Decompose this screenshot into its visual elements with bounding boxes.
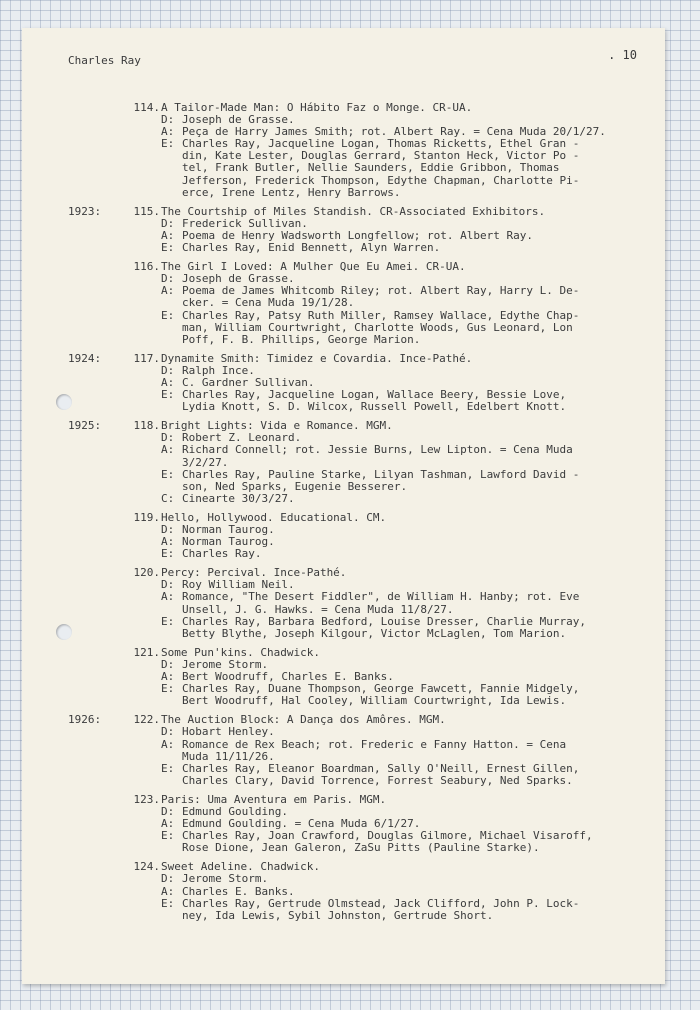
credit-text: Hobart Henley. (182, 725, 275, 739)
credit-code: A: (161, 884, 175, 898)
credit-field (161, 616, 647, 640)
credit-field (161, 683, 647, 707)
credit-field (161, 138, 647, 198)
credit-text: Charles Ray, Enid Bennett, Alyn Warren. (182, 241, 441, 255)
credit-code: A: (161, 375, 175, 389)
film-title: The Auction Block: A Dança dos Amôres. MGM. (161, 713, 446, 727)
credit-code: E: (161, 547, 175, 561)
credit-code: E: (161, 614, 175, 628)
credit-text: Joseph de Grasse. (182, 272, 295, 286)
entry-number: 122. (133, 713, 160, 727)
credit-text: Poff, F. B. Phillips, George Marion. (182, 332, 421, 346)
credit-text: Charles Ray, Jacqueline Logan, Wallace Beery, Bessie Love, (182, 388, 567, 402)
entry-number: 124. (133, 860, 160, 874)
credit-field (161, 469, 647, 493)
credit-text: Muda 11/11/26. (182, 749, 275, 763)
credit-text: Ralph Ince. (182, 363, 255, 377)
credit-field (161, 886, 647, 898)
film-title: The Girl I Loved: A Mulher Que Eu Amei. CR-UA. (161, 260, 466, 274)
film-title: Paris: Uma Aventura em Paris. MGM. (161, 792, 387, 806)
film-entry (68, 512, 647, 560)
entry-number: 115. (133, 204, 160, 218)
credit-code: D: (161, 363, 175, 377)
film-title: Dynamite Smith: Timidez e Covardia. Ince-Pathé. (161, 351, 473, 365)
credit-code: E: (161, 388, 175, 402)
credit-text: Lydia Knott, S. D. Wilcox, Russell Powell, Edelbert Knott. (182, 400, 567, 414)
credit-code: E: (161, 467, 175, 481)
film-entry (68, 567, 647, 640)
credit-text: ney, Ida Lewis, Sybil Johnston, Gertrude Short. (182, 908, 494, 922)
credit-text: Romance de Rex Beach; rot. Frederic e Fanny Hatton. = Cena (182, 737, 567, 751)
credit-text: Norman Taurog. (182, 523, 275, 536)
credit-text: man, William Courtwright, Charlotte Woods, Gus Leonard, Lon (182, 320, 573, 334)
entry-number: 121. (133, 645, 160, 659)
credit-text: Frederick Sullivan. (182, 216, 308, 230)
entry-number: 120. (133, 566, 160, 580)
credit-text: Norman Taurog. (182, 535, 275, 549)
credit-text: Charles Ray. (182, 547, 262, 561)
credit-text: Charles E. Banks. (182, 884, 295, 898)
credit-field (161, 444, 647, 468)
credit-text: Charles Ray, Duane Thompson, George Fawcett, Fannie Midgely, (182, 682, 580, 696)
film-entry (68, 261, 647, 346)
credit-text: Peça de Harry James Smith; rot. Albert Ray. = Cena Muda 20/1/27. (182, 125, 606, 139)
credit-code: D: (161, 523, 175, 536)
credit-text: erce, Irene Lentz, Henry Barrows. (182, 185, 401, 199)
credit-code: A: (161, 125, 175, 139)
entry-number: 114. (133, 101, 160, 114)
credit-text: Bert Woodruff, Hal Cooley, William Courtwright, Ida Lewis. (182, 694, 567, 708)
credit-field (161, 726, 647, 738)
credit-code: A: (161, 737, 175, 751)
credit-text: Romance, "The Desert Fiddler", de William H. Hanby; rot. Eve (182, 590, 580, 604)
film-title: A Tailor-Made Man: O Hábito Faz o Monge. CR-UA. (161, 101, 473, 114)
credit-text: Edmund Goulding. (182, 804, 288, 818)
film-title: Percy: Percival. Ince-Pathé. (161, 566, 347, 580)
entry-number: 118. (133, 419, 160, 433)
credit-code: A: (161, 590, 175, 604)
credit-code: E: (161, 682, 175, 696)
credit-text: cker. = Cena Muda 19/1/28. (182, 296, 355, 310)
credit-text: Edmund Goulding. = Cena Muda 6/1/27. (182, 817, 421, 831)
credit-code: A: (161, 284, 175, 298)
credit-field (161, 763, 647, 787)
credit-code: A: (161, 443, 175, 457)
credit-text: Charles Ray, Pauline Starke, Lilyan Tashman, Lawford David - (182, 467, 580, 481)
credit-code: E: (161, 308, 175, 322)
entry-number: 116. (133, 260, 160, 274)
credit-text: C. Gardner Sullivan. (182, 375, 315, 389)
credit-code: A: (161, 817, 175, 831)
entry-number: 123. (133, 792, 160, 806)
credit-text: Rose Dione, Jean Galeron, ZaSu Pitts (Pauline Starke). (182, 841, 540, 855)
credit-field (161, 242, 647, 254)
film-entry (68, 647, 647, 707)
credit-text: son, Ned Sparks, Eugenie Besserer. (182, 479, 408, 493)
credit-code: D: (161, 216, 175, 230)
credit-code: D: (161, 804, 175, 818)
credit-text: din, Kate Lester, Douglas Gerrard, Stanton Heck, Victor Po - (182, 149, 580, 163)
credit-text: Poema de Henry Wadsworth Longfellow; rot. Albert Ray. (182, 228, 533, 242)
credit-text: Charles Ray, Barbara Bedford, Louise Dresser, Charlie Murray, (182, 614, 586, 628)
credit-text: 3/2/27. (182, 455, 229, 469)
credit-text: Poema de James Whitcomb Riley; rot. Albert Ray, Harry L. De- (182, 284, 580, 298)
credit-field (161, 873, 647, 885)
credit-text: Jerome Storm. (182, 657, 269, 671)
film-title: Some Pun'kins. Chadwick. (161, 645, 320, 659)
credit-text: Richard Connell; rot. Jessie Burns, Lew Lipton. = Cena Muda (182, 443, 573, 457)
credit-code: E: (161, 896, 175, 910)
credit-text: Roy William Neil. (182, 578, 295, 592)
film-entry (68, 420, 647, 505)
credit-code: E: (161, 829, 175, 843)
entry-year: 1926: (68, 713, 102, 727)
credit-text: Cinearte 30/3/27. (182, 491, 295, 505)
credit-text: Charles Ray, Patsy Ruth Miller, Ramsey Wallace, Edythe Chap- (182, 308, 580, 322)
credit-code: A: (161, 228, 175, 242)
credit-field (161, 389, 647, 413)
credit-code: A: (161, 535, 175, 549)
header-name: Charles Ray (68, 54, 141, 67)
credit-field (161, 548, 647, 560)
credit-text: tel, Frank Butler, Nellie Saunders, Eddie Gribbon, Thomas (182, 161, 560, 175)
film-title: Sweet Adeline. Chadwick. (161, 860, 320, 874)
film-entry (68, 794, 647, 854)
film-title: The Courtship of Miles Standish. CR-Associated Exhibitors. (161, 204, 546, 218)
entry-number: 119. (133, 510, 160, 524)
entry-number: 117. (133, 351, 160, 365)
film-entry (68, 353, 647, 413)
credit-field (161, 898, 647, 922)
credit-text: Betty Blythe, Joseph Kilgour, Victor McLaglen, Tom Marion. (182, 626, 567, 640)
credit-text: Charles Ray, Eleanor Boardman, Sally O'Neill, Ernest Gillen, (182, 761, 580, 775)
credit-text: Unsell, J. G. Hawks. = Cena Muda 11/8/27. (182, 602, 454, 616)
film-entry (68, 714, 647, 787)
typed-page (22, 28, 665, 984)
credit-field (161, 591, 647, 615)
credit-code: C: (161, 491, 175, 505)
film-title: Bright Lights: Vida e Romance. MGM. (161, 419, 393, 433)
credit-text: Charles Ray, Joan Crawford, Douglas Gilmore, Michael Visaroff, (182, 829, 593, 843)
page-number: . 10 (608, 48, 637, 62)
credit-text: Joseph de Grasse. (182, 113, 295, 127)
credit-field (161, 493, 647, 505)
credit-text: Charles Clary, David Torrence, Forrest Seabury, Ned Sparks. (182, 773, 573, 787)
credit-code: E: (161, 137, 175, 151)
credit-text: Bert Woodruff, Charles E. Banks. (182, 670, 394, 684)
filmography-list (68, 102, 647, 929)
film-entry (68, 102, 647, 199)
credit-code: D: (161, 578, 175, 592)
credit-field (161, 830, 647, 854)
entry-year: 1925: (68, 419, 102, 433)
credit-code: D: (161, 725, 175, 739)
credit-text: Robert Z. Leonard. (182, 431, 302, 445)
credit-field (161, 739, 647, 763)
credit-code: D: (161, 657, 175, 671)
credit-code: E: (161, 761, 175, 775)
entry-year: 1924: (68, 351, 102, 365)
credit-field (161, 310, 647, 346)
film-title: Hello, Hollywood. Educational. CM. (161, 510, 387, 524)
credit-text: Charles Ray, Jacqueline Logan, Thomas Ricketts, Ethel Gran - (182, 137, 580, 151)
credit-text: Jerome Storm. (182, 872, 269, 886)
credit-code: D: (161, 872, 175, 886)
film-entry (68, 206, 647, 254)
credit-text: Jefferson, Frederick Thompson, Edythe Chapman, Charlotte Pi- (182, 173, 580, 187)
credit-text: Charles Ray, Gertrude Olmstead, Jack Clifford, John P. Lock- (182, 896, 580, 910)
film-entry (68, 861, 647, 921)
credit-code: D: (161, 272, 175, 286)
credit-code: E: (161, 241, 175, 255)
credit-code: D: (161, 113, 175, 127)
credit-code: A: (161, 670, 175, 684)
credit-code: D: (161, 431, 175, 445)
entry-year: 1923: (68, 204, 102, 218)
credit-field (161, 285, 647, 309)
